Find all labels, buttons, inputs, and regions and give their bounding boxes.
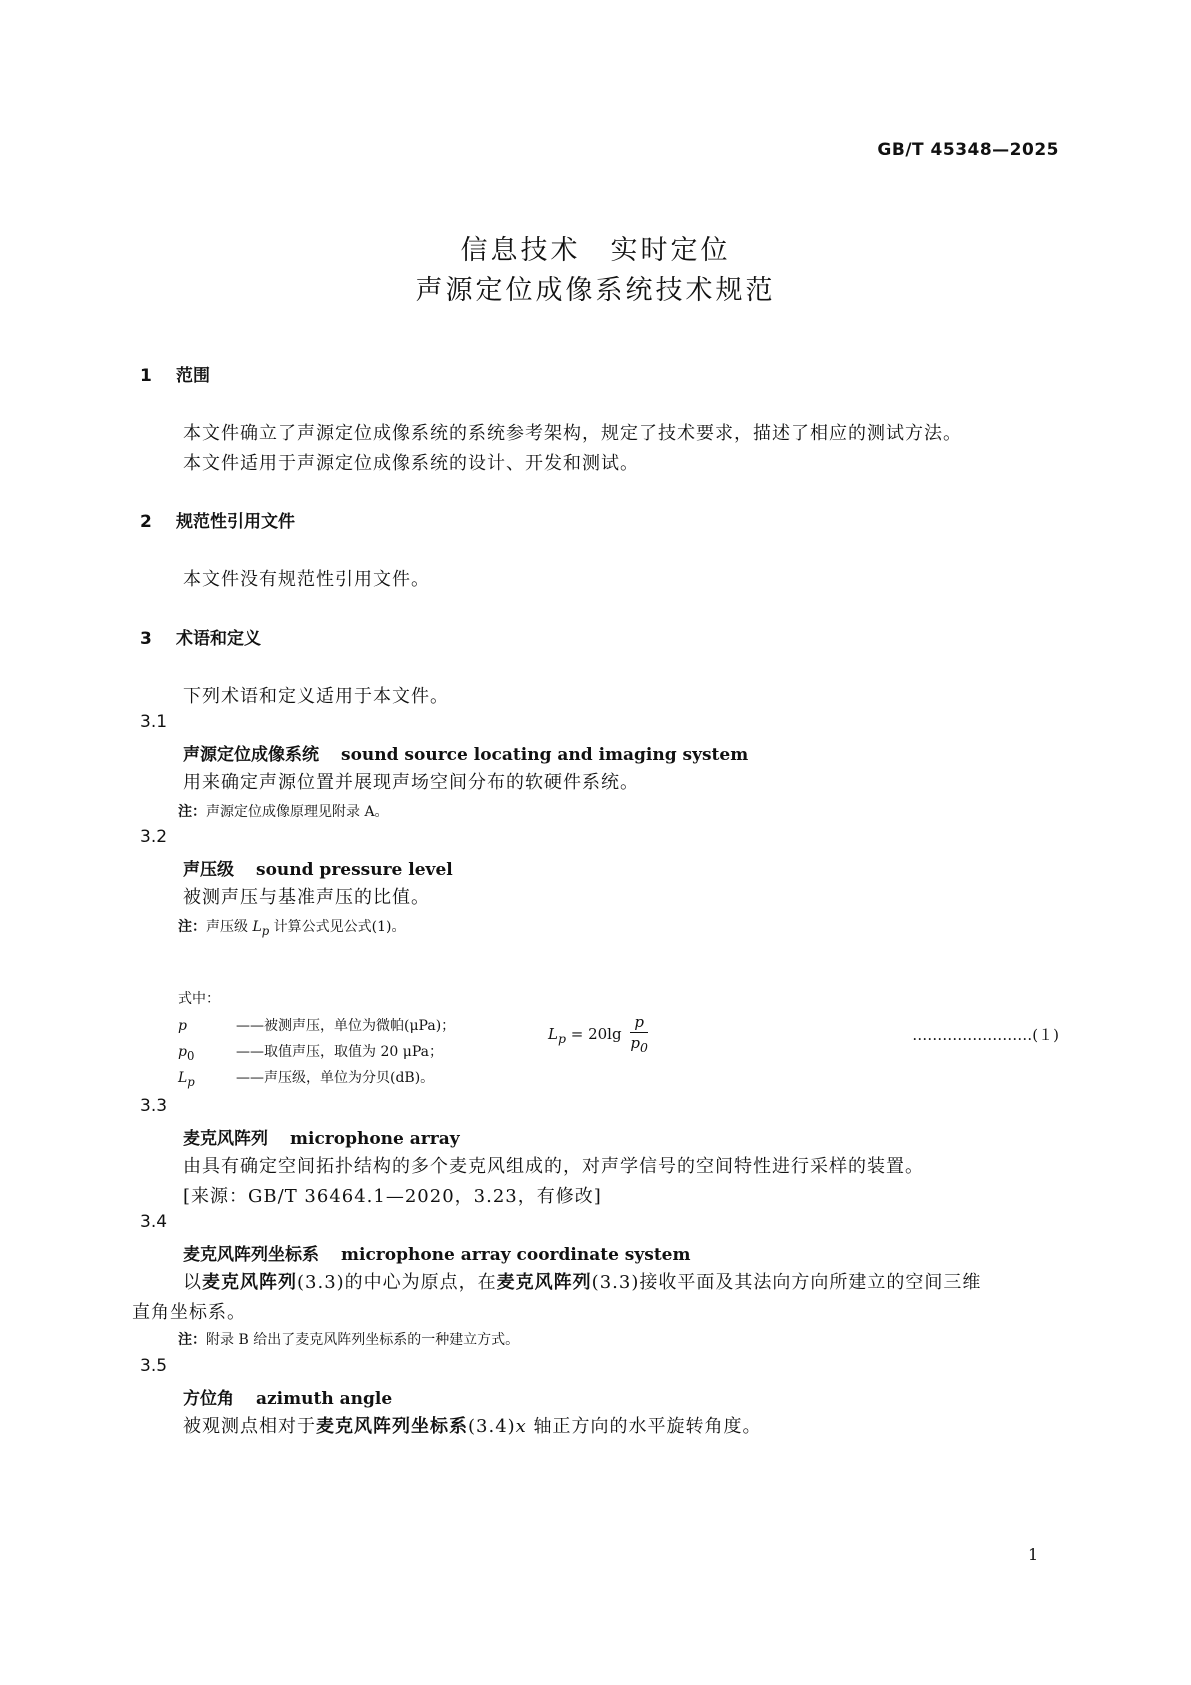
formula-numerator: p [630, 1012, 648, 1033]
section-number: 2 [140, 512, 152, 532]
term-zh: 声源定位成像系统 [183, 745, 319, 765]
term-en: sound source locating and imaging system [341, 745, 749, 765]
section-title: 范围 [176, 366, 210, 386]
term-en: microphone array [290, 1129, 460, 1149]
term-3-4-definition-line-2: 直角坐标系。 [132, 1302, 246, 1323]
def-text: 被观测点相对于 [183, 1416, 316, 1437]
note-symbol-sub: p [261, 923, 270, 938]
term-3-4-number: 3.4 [140, 1212, 168, 1232]
note-label: 注： [178, 804, 206, 820]
section-title: 规范性引用文件 [176, 512, 295, 532]
term-3-1-note [178, 801, 389, 821]
term-zh: 声压级 [183, 860, 234, 880]
variable-p0 [178, 1041, 443, 1063]
term-3-2-number: 3.2 [140, 827, 168, 847]
variable-lp [178, 1067, 434, 1089]
var-desc: ——被测声压，单位为微帕(μPa)； [236, 1018, 456, 1034]
standard-code: GB/T 45348—2025 [877, 140, 1059, 160]
term-3-2-heading [183, 855, 453, 880]
term-reference: 麦克风阵列 [202, 1272, 297, 1293]
page-number: 1 [1028, 1545, 1039, 1564]
section-number: 1 [140, 366, 152, 386]
term-3-5-number: 3.5 [140, 1356, 168, 1376]
note-text-pre: 声压级 [206, 919, 253, 935]
term-3-3-number: 3.3 [140, 1096, 168, 1116]
note-symbol: L [252, 919, 262, 935]
section-number: 3 [140, 629, 152, 649]
terms-intro: 下列术语和定义适用于本文件。 [183, 686, 449, 707]
term-3-2-definition: 被测声压与基准声压的比值。 [183, 887, 430, 908]
term-3-3-heading [183, 1124, 460, 1149]
section-title: 术语和定义 [176, 629, 261, 649]
note-text-post: 计算公式见公式(1)。 [269, 919, 406, 935]
formula-1 [548, 1012, 648, 1058]
term-en: azimuth angle [256, 1389, 393, 1409]
def-text: (3.3)接收平面及其法向方向所建立的空间三维 [591, 1272, 982, 1293]
term-zh: 麦克风阵列坐标系 [183, 1245, 319, 1265]
var-symbol-wrap [178, 1070, 236, 1089]
term-3-3-definition: 由具有确定空间拓扑结构的多个麦克风组成的，对声学信号的空间特性进行采样的装置。 [183, 1156, 924, 1177]
term-3-1-heading [183, 740, 748, 765]
def-text: 以 [183, 1272, 202, 1293]
formula-eq: = 20lg [565, 1025, 622, 1043]
refs-paragraph: 本文件没有规范性引用文件。 [183, 569, 430, 590]
term-3-4-heading [183, 1240, 690, 1265]
term-3-4-note [178, 1329, 519, 1349]
var-symbol-wrap [178, 1044, 236, 1063]
var-symbol: L [178, 1070, 188, 1086]
axis-symbol: x [515, 1416, 527, 1437]
var-symbol: p [178, 1044, 187, 1060]
term-zh: 方位角 [183, 1389, 234, 1409]
var-symbol: p [178, 1018, 187, 1034]
def-text: 轴正方向的水平旋转角度。 [526, 1416, 762, 1437]
section-2-heading [140, 507, 295, 532]
variable-p [178, 1015, 455, 1035]
var-desc: ——声压级，单位为分贝(dB)。 [236, 1070, 435, 1086]
term-3-5-heading [183, 1384, 392, 1409]
note-label: 注： [178, 1332, 206, 1348]
term-3-1-definition: 用来确定声源位置并展现声场空间分布的软硬件系统。 [183, 772, 639, 793]
term-en: microphone array coordinate system [341, 1245, 691, 1265]
def-text: (3.4) [468, 1416, 516, 1437]
section-3-heading [140, 624, 261, 649]
scope-paragraph-1: 本文件确立了声源定位成像系统的系统参考架构，规定了技术要求，描述了相应的测试方法。 [183, 423, 962, 444]
term-en: sound pressure level [256, 860, 453, 880]
term-3-1-number: 3.1 [140, 712, 168, 732]
note-label: 注： [178, 919, 206, 935]
formula-den-symbol: p [630, 1034, 640, 1052]
formula-fraction [630, 1012, 648, 1058]
term-3-5-definition [183, 1412, 762, 1438]
formula-lhs-sub: p [557, 1031, 566, 1046]
title-line-2: 声源定位成像系统技术规范 [415, 275, 776, 306]
term-3-2-note [178, 916, 406, 938]
equation-number: ……………………(１) [912, 1026, 1059, 1044]
term-reference: 麦克风阵列 [496, 1272, 592, 1293]
formula-lhs: L [548, 1025, 558, 1043]
def-text: (3.3)的中心为原点，在 [297, 1272, 497, 1293]
scope-paragraph-2: 本文件适用于声源定位成像系统的设计、开发和测试。 [183, 453, 639, 474]
formula-den-sub: 0 [639, 1040, 648, 1055]
term-3-3-source: [来源：GB/T 36464.1—2020，3.23，有修改] [183, 1186, 602, 1207]
where-label: 式中： [178, 991, 220, 1007]
var-sub: 0 [186, 1048, 195, 1063]
note-text: 声源定位成像原理见附录 A。 [206, 804, 389, 820]
var-desc: ——取值声压，取值为 20 μPa； [236, 1044, 443, 1060]
term-3-4-definition-line-1 [183, 1268, 981, 1294]
section-1-heading [140, 361, 210, 386]
note-text: 附录 B 给出了麦克风阵列坐标系的一种建立方式。 [206, 1332, 520, 1348]
var-sub: p [187, 1074, 195, 1089]
title-line-1: 信息技术 实时定位 [460, 235, 731, 266]
term-zh: 麦克风阵列 [183, 1129, 268, 1149]
formula-denominator [630, 1033, 648, 1058]
term-reference: 麦克风阵列坐标系 [316, 1416, 468, 1437]
